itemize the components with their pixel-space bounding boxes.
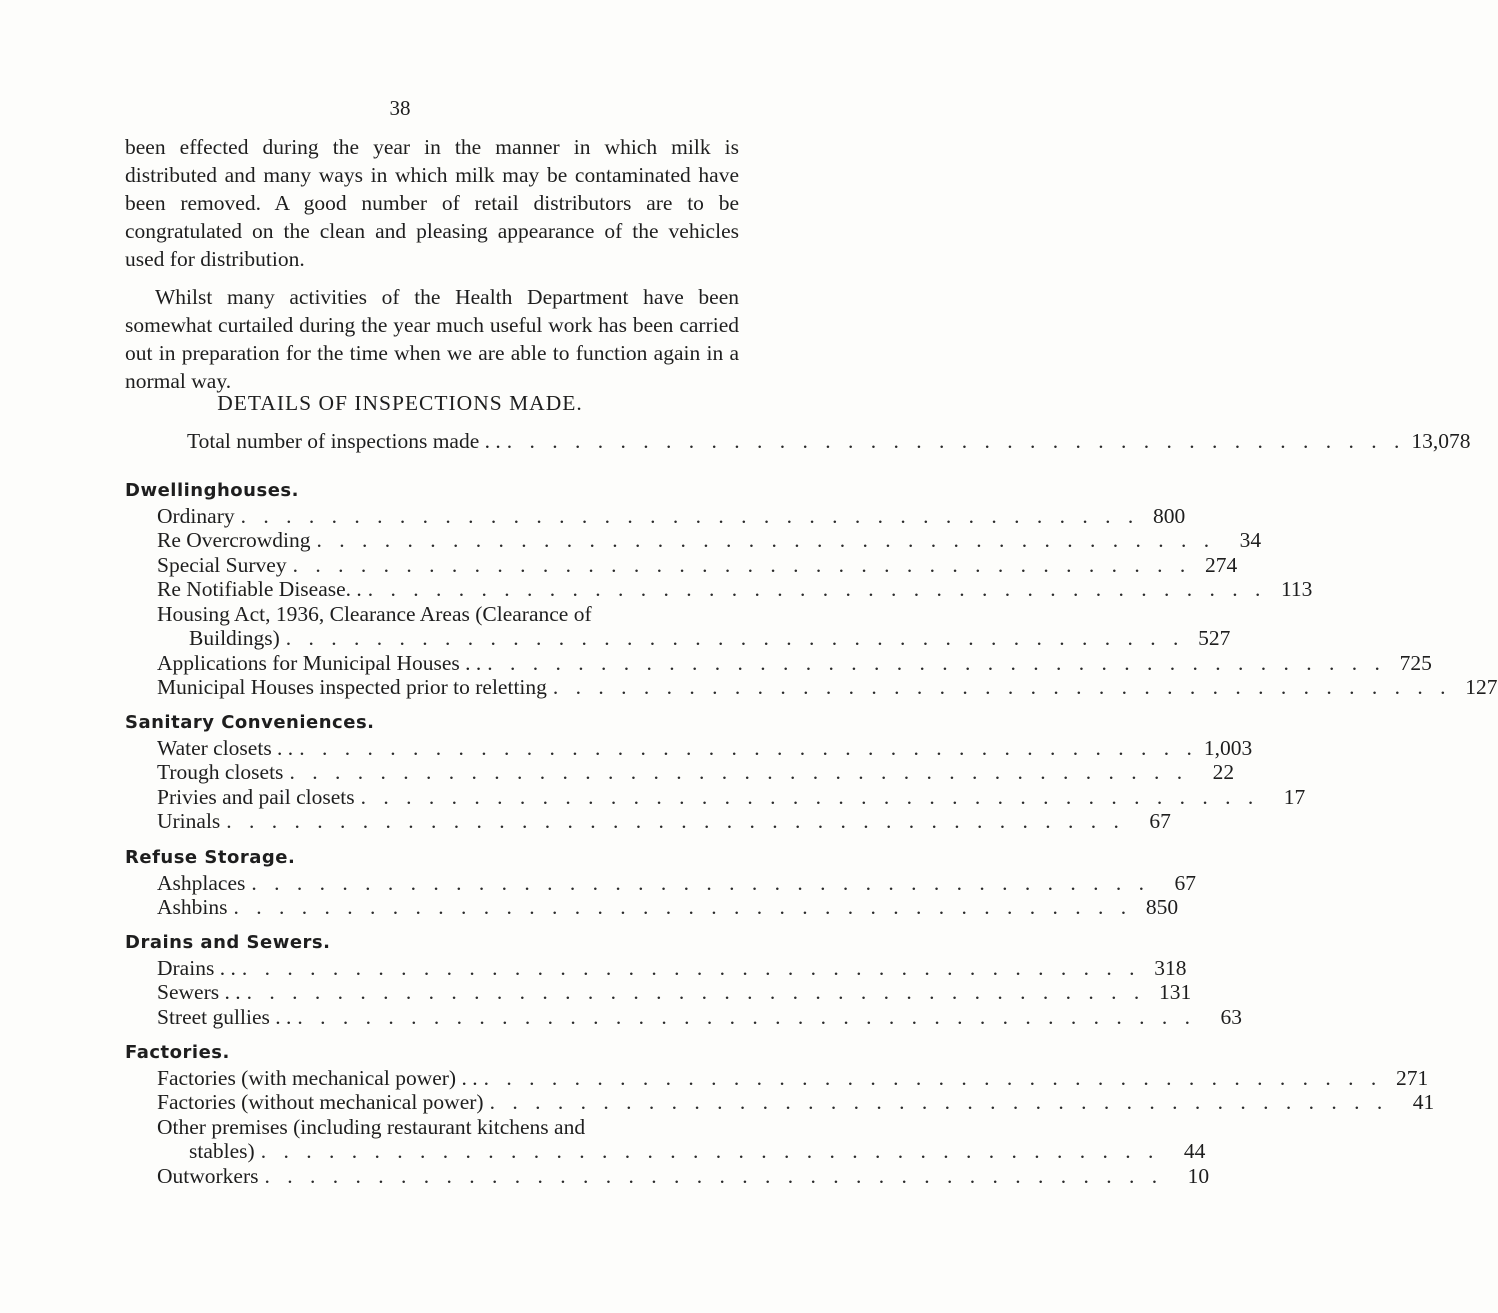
item-value: 67 bbox=[1174, 870, 1196, 895]
item-value: 131 bbox=[1158, 980, 1192, 1004]
list-item bbox=[157, 577, 1313, 603]
section-dwellinghouses bbox=[125, 476, 1498, 700]
leader-dots: . . . . . . . . . . . . . . . . . . . . . . . . . . . . . . . . . . . . . . . . bbox=[487, 650, 1386, 675]
item-value: 34 bbox=[1239, 528, 1262, 552]
item-label: Ashplaces bbox=[157, 870, 246, 895]
leader-dots: . . . . . . . . . . . . . . . . . . . . . . . . . . . . . . . . . . . . . . . . bbox=[260, 1139, 1160, 1163]
leader-dots: . . . . . . . . . . . . . . . . . . . . . . . . . . . . . . . . . . . . . . . . bbox=[552, 675, 1452, 699]
item-label: Special Survey bbox=[157, 552, 287, 577]
section-title: Factories. bbox=[125, 1042, 230, 1063]
item-label: Sewers . . bbox=[157, 980, 241, 1004]
total-label: Total number of inspections made . . bbox=[187, 429, 501, 453]
list-item bbox=[157, 1004, 1242, 1030]
item-label: Ordinary bbox=[157, 503, 235, 528]
leader-dots: . . . . . . . . . . . . . . . . . . . . . . . . . . . . . . . . . . . . . . . . bbox=[316, 528, 1216, 552]
leader-dots: . . . . . . . . . . . . . . . . . . . . . . . . . . . . . . . . . . . . . . . . bbox=[226, 809, 1125, 833]
section-title: Drains and Sewers. bbox=[125, 932, 331, 953]
item-value: 850 bbox=[1145, 895, 1179, 919]
item-label: Urinals bbox=[157, 809, 221, 833]
item-label: Drains . . bbox=[157, 955, 236, 980]
other-premises-value: 44 bbox=[1183, 1139, 1206, 1163]
item-label: Factories (without mechanical power) bbox=[157, 1090, 484, 1114]
item-label: Ashbins bbox=[157, 895, 228, 919]
item-value: 10 bbox=[1187, 1163, 1210, 1188]
leader-dots: . . . . . . . . . . . . . . . . . . . . . . . . . . . . . . . . . . . . . . . . bbox=[360, 784, 1260, 809]
leader-dots: . . . . . . . . . . . . . . . . . . . . . . . . . . . . . . . . . . . . . . . . bbox=[246, 980, 1146, 1004]
item-label: Water closets . . bbox=[157, 735, 294, 760]
housing-act-label-line1: Housing Act, 1936, Clearance Areas (Clearance of bbox=[157, 602, 592, 626]
list-item bbox=[157, 955, 1187, 981]
item-value: 113 bbox=[1280, 577, 1313, 601]
item-value: 41 bbox=[1412, 1090, 1435, 1114]
list-item bbox=[157, 675, 1498, 701]
list-item bbox=[157, 735, 1253, 761]
list-item bbox=[157, 552, 1238, 578]
other-premises-label-line2: stables) bbox=[189, 1139, 255, 1163]
list-item bbox=[157, 503, 1186, 529]
list-item bbox=[157, 1163, 1210, 1189]
section-sanitary-conveniences bbox=[125, 708, 1306, 834]
section-title: Refuse Storage. bbox=[125, 847, 296, 868]
section-factories bbox=[125, 1038, 1435, 1189]
leader-dots: . . . . . . . . . . . . . . . . . . . . . . . . . . . . . . . . . . . . . . . . bbox=[241, 955, 1141, 980]
section-refuse-storage bbox=[125, 843, 1196, 920]
leader-dots: . . . . . . . . . . . . . . . . . . . . . . . . . . . . . . . . . . . . . . . . bbox=[299, 735, 1198, 760]
total-value: 13,078 bbox=[1411, 429, 1471, 453]
leader-dots: . . . . . . . . . . . . . . . . . . . . . . . . . . . . . . . . . . . . . . . . bbox=[483, 1065, 1383, 1090]
item-value: 271 bbox=[1395, 1065, 1429, 1090]
list-item bbox=[157, 870, 1196, 896]
list-item bbox=[157, 528, 1262, 554]
list-item bbox=[157, 809, 1171, 835]
leader-dots: . . . . . . . . . . . . . . . . . . . . . . . . . . . . . . . . . . . . . . . . bbox=[264, 1163, 1164, 1188]
list-item bbox=[157, 895, 1179, 921]
leader-dots: . . . . . . . . . . . . . . . . . . . . . . . . . . . . . . . . . . . . . . . . bbox=[240, 503, 1140, 528]
leader-dots: . . . . . . . . . . . . . . . . . . . . . . . . . . . . . . . . . . . . . . . . bbox=[289, 760, 1189, 784]
item-label: Street gullies . . bbox=[157, 1004, 292, 1029]
leader-dots: . . . . . . . . . . . . . . . . . . . . . . . . . . . . . . . . . . . . . . . . bbox=[506, 429, 1406, 453]
item-label: Factories (with mechanical power) . . bbox=[157, 1065, 478, 1090]
item-value: 17 bbox=[1283, 784, 1306, 809]
item-value: 67 bbox=[1149, 809, 1171, 833]
list-item bbox=[157, 1090, 1435, 1116]
leader-dots: . . . . . . . . . . . . . . . . . . . . . . . . . . . . . . . . . . . . . . . . bbox=[292, 552, 1192, 577]
leader-dots: . . . . . . . . . . . . . . . . . . . . . . . . . . . . . . . . . . . . . . . . bbox=[489, 1090, 1389, 1114]
leader-dots: . . . . . . . . . . . . . . . . . . . . . . . . . . . . . . . . . . . . . . . . bbox=[233, 895, 1133, 919]
item-value: 1,003 bbox=[1203, 735, 1253, 760]
list-item bbox=[157, 980, 1192, 1006]
item-value: 22 bbox=[1212, 760, 1235, 784]
section-title: Dwellinghouses. bbox=[125, 480, 299, 501]
paragraph-1: been effected during the year in the manner in which milk is distributed and many ways in which milk may be contaminated have been removed. A good number of retail distributors are to be congratulated on the clean and pleasing appearance of the vehicles used for distribution. bbox=[125, 135, 739, 271]
item-value: 127 bbox=[1465, 675, 1498, 699]
list-item bbox=[157, 1065, 1429, 1091]
section-drains-and-sewers bbox=[125, 928, 1242, 1030]
total-inspections bbox=[187, 426, 1471, 454]
housing-act-value: 527 bbox=[1198, 626, 1231, 650]
section-heading: DETAILS OF INSPECTIONS MADE. bbox=[217, 391, 583, 415]
page-number: 38 bbox=[389, 96, 411, 120]
item-value: 63 bbox=[1220, 1004, 1242, 1029]
list-item bbox=[157, 784, 1306, 810]
item-value: 274 bbox=[1204, 552, 1238, 577]
other-premises-label-line1: Other premises (including restaurant kitchens and bbox=[157, 1115, 586, 1139]
list-item bbox=[157, 760, 1235, 786]
section-title: Sanitary Conveniences. bbox=[125, 712, 375, 733]
item-label: Applications for Municipal Houses . . bbox=[157, 650, 482, 675]
item-label: Re Overcrowding bbox=[157, 528, 311, 552]
leader-dots: . . . . . . . . . . . . . . . . . . . . . . . . . . . . . . . . . . . . . . . . bbox=[297, 1004, 1196, 1029]
paragraph-2: Whilst many activities of the Health Department have been somewhat curtailed during the year much useful work has been carried out in preparation for the time when we are able to function again in a normal way. bbox=[125, 285, 739, 393]
item-label: Outworkers bbox=[157, 1163, 259, 1188]
housing-act-label-line2: Buildings) bbox=[189, 626, 280, 650]
item-value: 800 bbox=[1153, 503, 1186, 528]
item-value: 318 bbox=[1154, 955, 1187, 980]
item-label: Municipal Houses inspected prior to reletting bbox=[157, 675, 547, 699]
leader-dots: . . . . . . . . . . . . . . . . . . . . . . . . . . . . . . . . . . . . . . . . bbox=[251, 870, 1150, 895]
leader-dots: . . . . . . . . . . . . . . . . . . . . . . . . . . . . . . . . . . . . . . . . bbox=[285, 626, 1185, 650]
item-label: Re Notifiable Disease. . bbox=[157, 577, 362, 601]
item-label: Trough closets bbox=[157, 760, 284, 784]
item-value: 725 bbox=[1399, 650, 1432, 675]
item-label: Privies and pail closets bbox=[157, 784, 355, 809]
body-text bbox=[125, 133, 739, 405]
list-item bbox=[157, 650, 1432, 676]
leader-dots: . . . . . . . . . . . . . . . . . . . . . . . . . . . . . . . . . . . . . . . . bbox=[367, 577, 1267, 601]
